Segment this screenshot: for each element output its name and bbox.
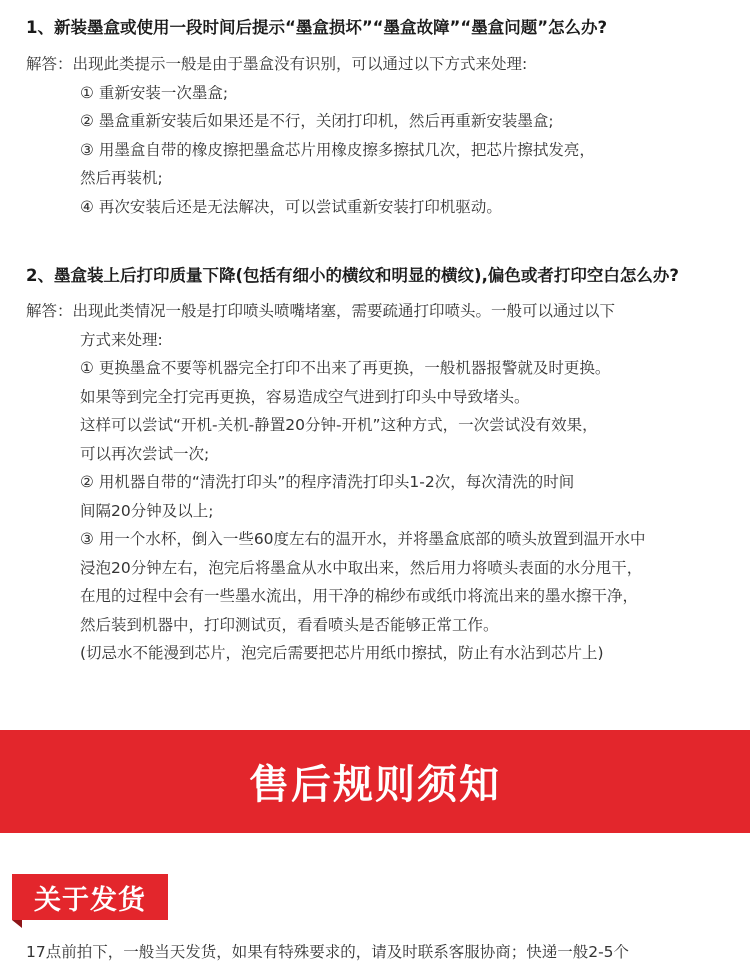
answer-2-line: 如果等到完全打完再更换，容易造成空气进到打印头中导致堵头。 <box>80 387 530 406</box>
answer-2-line: 解答：出现此类情况一般是打印喷头喷嘴堵塞，需要疏通打印喷头。一般可以通过以下 <box>26 302 616 320</box>
question-1-title: 1、新装墨盒或使用一段时间后提示“墨盒损坏”“墨盒故障”“墨盒问题”怎么办? <box>26 18 608 37</box>
answer-2-line: (切忌水不能漫到芯片，泡完后需要把芯片用纸巾擦拭，防止有水沾到芯片上) <box>80 644 604 662</box>
answer-2-line: 间隔20分钟及以上; <box>80 501 214 520</box>
answer-2-line: ② 用机器自带的“清洗打印头”的程序清洗打印头1-2次，每次清洗的时间 <box>80 473 575 491</box>
answer-2-line: 可以再次尝试一次; <box>80 444 210 463</box>
answer-1-line: 解答：出现此类提示一般是由于墨盒没有识别，可以通过以下方式来处理: <box>26 55 528 73</box>
answer-1-line: ② 墨盒重新安装后如果还是不行，关闭打印机，然后再重新安装墨盒; <box>80 112 554 130</box>
answer-1-line: 然后再装机; <box>80 169 163 187</box>
answer-1-line: ① 重新安装一次墨盒; <box>80 83 229 102</box>
answer-2-line: 在甩的过程中会有一些墨水流出，用干净的棉纱布或纸巾将流出来的墨水擦干净， <box>80 587 639 605</box>
after-sales-banner <box>0 730 750 833</box>
answer-2-line: ① 更换墨盒不要等机器完全打印不出来了再更换，一般机器报警就及时更换。 <box>80 359 611 377</box>
banner-title: 售后规则须知 <box>249 762 501 808</box>
answer-2 <box>26 297 746 668</box>
answer-2-line: 浸泡20分钟左右，泡完后将墨盒从水中取出来，然后用力将喷头表面的水分甩干， <box>80 558 643 577</box>
answer-2-line: 方式来处理: <box>80 330 163 349</box>
answer-1-line: ③ 用墨盒自带的橡皮擦把墨盒芯片用橡皮擦多擦拭几次，把芯片擦拭发亮， <box>80 140 595 159</box>
tag-fold-decoration <box>12 920 22 928</box>
answer-2-line: 这样可以尝试“开机-关机-静置20分钟-开机”这种方式，一次尝试没有效果， <box>80 416 598 434</box>
answer-2-line: 然后装到机器中，打印测试页，看看喷头是否能够正常工作。 <box>80 615 499 634</box>
answer-1 <box>26 50 746 221</box>
shipping-section-tag: 关于发货 <box>12 874 168 920</box>
answer-2-line: ③ 用一个水杯，倒入一些60度左右的温开水，并将墨盒底部的喷头放置到温开水中 <box>80 530 646 548</box>
question-2-title: 2、墨盒装上后打印质量下降(包括有细小的横纹和明显的横纹),偏色或者打印空白怎么办? <box>26 266 679 285</box>
shipping-description: 17点前拍下，一般当天发货，如果有特殊要求的，请及时联系客服协商；快递一般2-5个 <box>26 943 630 961</box>
answer-1-line: ④ 再次安装后还是无法解决，可以尝试重新安装打印机驱动。 <box>80 197 502 216</box>
